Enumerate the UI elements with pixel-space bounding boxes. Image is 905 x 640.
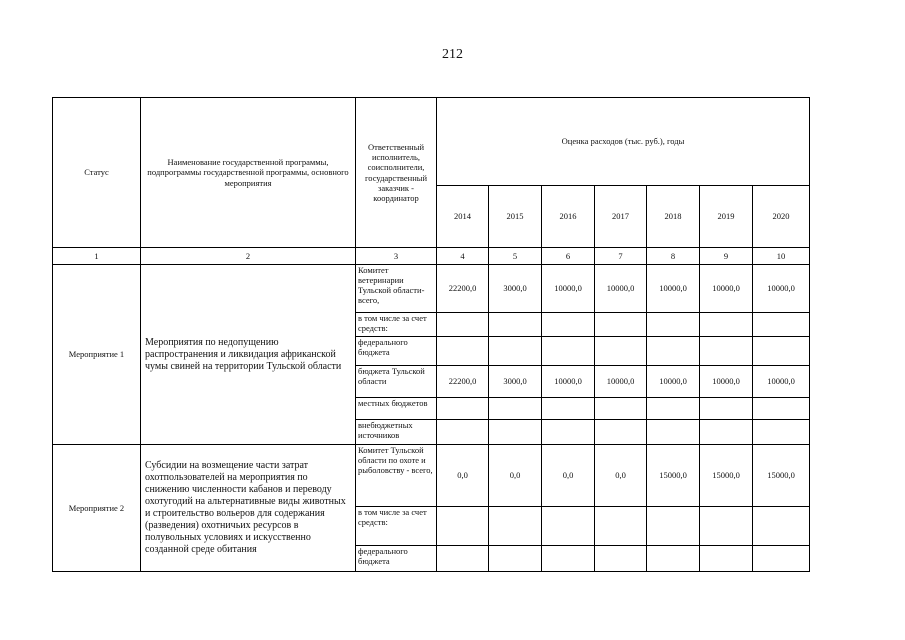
expense-value <box>595 420 647 445</box>
column-number: 3 <box>356 248 437 265</box>
measure-status: Мероприятие 2 <box>53 445 141 572</box>
measure-name: Субсидии на возмещение части затрат охотпользователей на мероприятия по снижению численности кабанов и переводу охотугодий на альтернативные виды животных и строительство вольеров для содержания (разведения) охотничьих ресурсов в полувольных условиях и искусственно созданной среде обитания <box>141 445 356 572</box>
column-numbers-row <box>53 248 810 265</box>
page-number: 212 <box>442 47 463 62</box>
expense-value: 0,0 <box>437 445 489 507</box>
expense-value <box>753 507 810 546</box>
funding-source: в том числе за счет средств: <box>356 507 437 546</box>
measure-status: Мероприятие 1 <box>53 265 141 445</box>
column-number: 5 <box>489 248 542 265</box>
funding-source: местных бюджетов <box>356 398 437 420</box>
funding-source: федерального бюджета <box>356 546 437 572</box>
expense-value <box>542 398 595 420</box>
funding-source: бюджета Тульской области <box>356 366 437 398</box>
header-year: 2017 <box>595 186 647 248</box>
expense-value: 10000,0 <box>700 366 753 398</box>
expense-value <box>489 420 542 445</box>
expense-value: 22200,0 <box>437 265 489 313</box>
expense-value <box>489 546 542 572</box>
header-year: 2014 <box>437 186 489 248</box>
funding-source: Комитет ветеринарии Тульской области- всего, <box>356 265 437 313</box>
expense-value: 0,0 <box>489 445 542 507</box>
expense-value: 0,0 <box>595 445 647 507</box>
expense-value <box>437 337 489 366</box>
expense-value <box>647 313 700 337</box>
expense-value <box>489 313 542 337</box>
expense-value <box>700 507 753 546</box>
column-number: 6 <box>542 248 595 265</box>
budget-table <box>52 97 810 572</box>
expense-value <box>647 337 700 366</box>
expense-value <box>489 398 542 420</box>
expense-value <box>437 313 489 337</box>
expense-value <box>753 546 810 572</box>
expense-value <box>542 337 595 366</box>
expense-value <box>700 313 753 337</box>
expense-value: 10000,0 <box>647 366 700 398</box>
column-number: 10 <box>753 248 810 265</box>
column-number: 8 <box>647 248 700 265</box>
column-number: 7 <box>595 248 647 265</box>
expense-value <box>753 420 810 445</box>
header-year: 2016 <box>542 186 595 248</box>
expense-value <box>753 337 810 366</box>
expense-value: 10000,0 <box>753 265 810 313</box>
expense-value <box>437 398 489 420</box>
expense-value <box>542 507 595 546</box>
expense-value <box>700 398 753 420</box>
expense-value <box>595 546 647 572</box>
expense-value <box>647 398 700 420</box>
expense-value <box>647 420 700 445</box>
header-expenses: Оценка расходов (тыс. руб.), годы <box>437 98 810 186</box>
expense-value: 15000,0 <box>647 445 700 507</box>
expense-value <box>489 507 542 546</box>
column-number: 4 <box>437 248 489 265</box>
funding-source: федерального бюджета <box>356 337 437 366</box>
expense-value <box>753 398 810 420</box>
expense-value <box>753 313 810 337</box>
expense-value: 3000,0 <box>489 265 542 313</box>
column-number: 1 <box>53 248 141 265</box>
expense-value <box>595 398 647 420</box>
expense-value <box>700 420 753 445</box>
expense-value: 15000,0 <box>700 445 753 507</box>
measure-name: Мероприятия по недопущению распространения и ликвидация африканской чумы свиней на территории Тульской области <box>141 265 356 445</box>
header-year: 2015 <box>489 186 542 248</box>
expense-value: 10000,0 <box>595 366 647 398</box>
expense-value: 3000,0 <box>489 366 542 398</box>
expense-value: 10000,0 <box>753 366 810 398</box>
column-number: 9 <box>700 248 753 265</box>
expense-value: 10000,0 <box>647 265 700 313</box>
header-status: Статус <box>53 98 141 248</box>
header-executor: Ответственный исполнитель, соисполнители, государственный заказчик - координатор <box>356 98 437 248</box>
expense-value <box>647 507 700 546</box>
expense-value: 15000,0 <box>753 445 810 507</box>
table-row <box>53 445 810 507</box>
header-name: Наименование государственной программы, подпрограммы государственной программы, основного мероприятия <box>141 98 356 248</box>
table-row <box>53 265 810 313</box>
expense-value <box>489 337 542 366</box>
expense-value <box>595 313 647 337</box>
expense-value <box>595 507 647 546</box>
expense-value: 10000,0 <box>700 265 753 313</box>
funding-source: внебюджетных источников <box>356 420 437 445</box>
header-year: 2018 <box>647 186 700 248</box>
funding-source: в том числе за счет средств: <box>356 313 437 337</box>
expense-value: 10000,0 <box>542 265 595 313</box>
column-number: 2 <box>141 248 356 265</box>
header-year: 2019 <box>700 186 753 248</box>
expense-value <box>437 546 489 572</box>
expense-value <box>595 337 647 366</box>
expense-value <box>542 313 595 337</box>
expense-value: 10000,0 <box>595 265 647 313</box>
header-year: 2020 <box>753 186 810 248</box>
expense-value <box>437 420 489 445</box>
expense-value <box>542 546 595 572</box>
expense-value <box>437 507 489 546</box>
expense-value <box>647 546 700 572</box>
expense-value <box>700 546 753 572</box>
expense-value: 0,0 <box>542 445 595 507</box>
expense-value <box>542 420 595 445</box>
expense-value: 22200,0 <box>437 366 489 398</box>
expense-value <box>700 337 753 366</box>
funding-source: Комитет Тульской области по охоте и рыболовству - всего, <box>356 445 437 507</box>
expense-value: 10000,0 <box>542 366 595 398</box>
